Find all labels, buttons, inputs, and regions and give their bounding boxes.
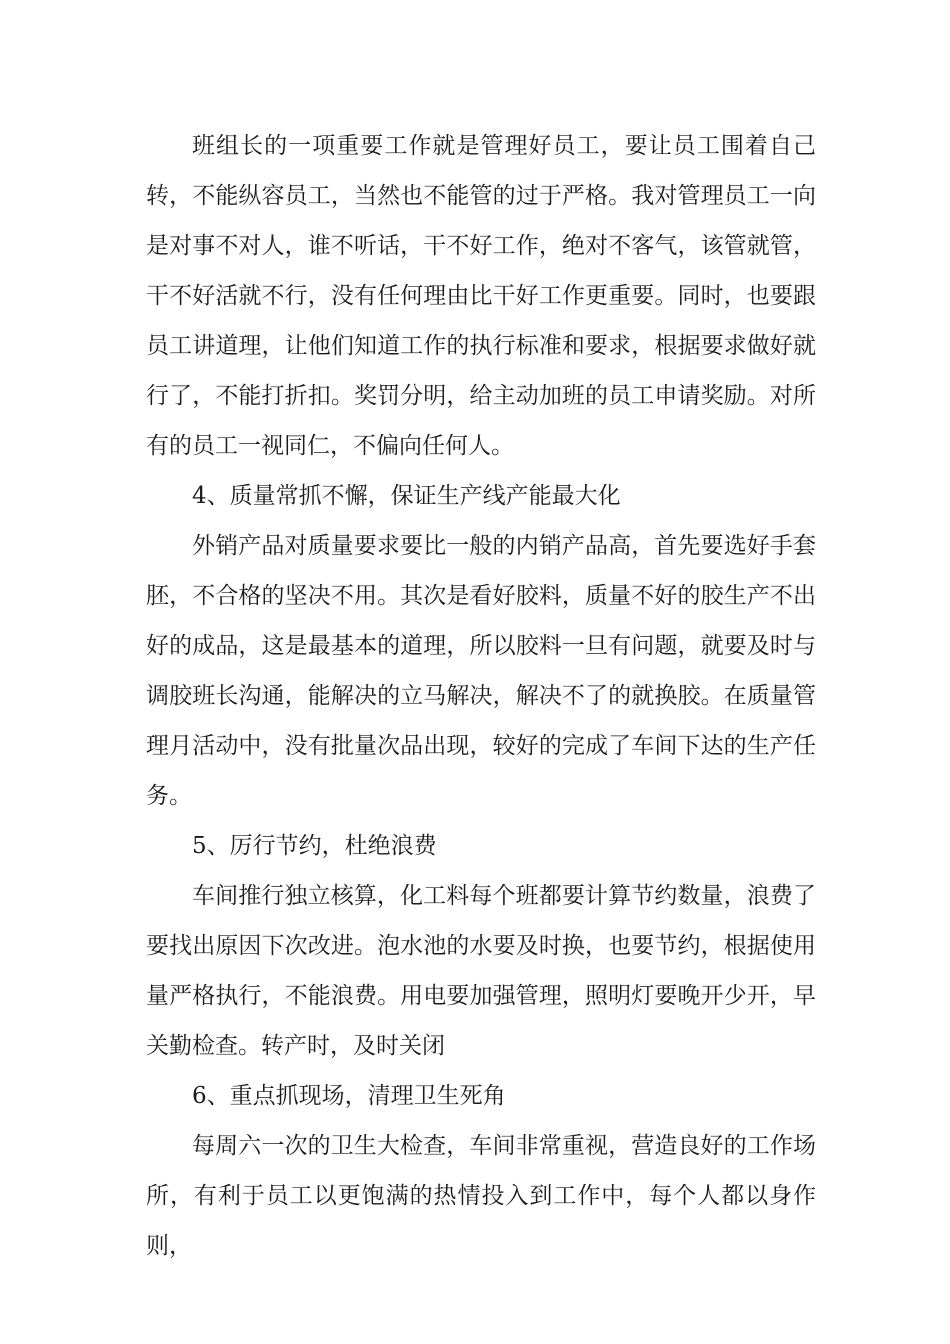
section-heading-quality: 4、质量常抓不懈，保证生产线产能最大化 [192,483,621,509]
document-body [146,121,816,1271]
paragraph-site-hygiene: 每周六一次的卫生大检查，车间非常重视，营造良好的工作场所，有利于员工以更饱满的热情投入到工作中，每个人都以身作则， [146,1133,816,1259]
paragraph-staff-management: 班组长的一项重要工作就是管理好员工，要让员工围着自己转，不能纵容员工，当然也不能管的过于严格。我对管理员工一向是对事不对人，谁不听话，干不好工作，绝对不客气，该管就管，干不好活就不行，没有任何理由比干好工作更重要。同时，也要跟员工讲道理，让他们知道工作的执行标准和要求，根据要求做好就行了，不能打折扣。奖罚分明，给主动加班的员工申请奖励。对所有的员工一视同仁，不偏向任何人。 [146,133,816,459]
section-heading-site-hygiene: 6、重点抓现场，清理卫生死角 [192,1083,506,1109]
paragraph-economy: 车间推行独立核算，化工料每个班都要计算节约数量，浪费了要找出原因下次改进。泡水池的水要及时换，也要节约，根据使用量严格执行，不能浪费。用电要加强管理，照明灯要晚开少开，早关勤检查。转产时，及时关闭 [146,883,816,1059]
paragraph-quality: 外销产品对质量要求要比一般的内销产品高，首先要选好手套胚，不合格的坚决不用。其次是看好胶料，质量不好的胶生产不出好的成品，这是最基本的道理，所以胶料一旦有问题，就要及时与调胶班长沟通，能解决的立马解决，解决不了的就换胶。在质量管理月活动中，没有批量次品出现，较好的完成了车间下达的生产任务。 [146,533,816,809]
section-heading-economy: 5、厉行节约，杜绝浪费 [192,833,437,859]
